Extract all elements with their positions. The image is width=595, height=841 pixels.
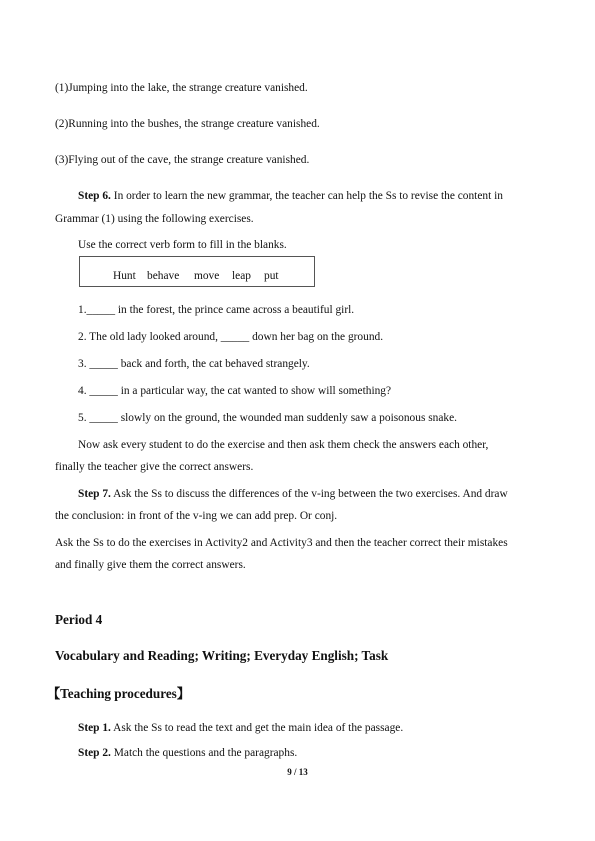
page-number: 9 / 13 (287, 767, 308, 777)
exercise-instruction: Use the correct verb form to fill in the blanks. (78, 239, 287, 251)
exercise-item-3: 3. _____ back and forth, the cat behaved strangely. (78, 358, 310, 370)
section-title: Vocabulary and Reading; Writing; Everyday English; Task (55, 648, 389, 663)
step2-label: Step 2. (78, 747, 111, 759)
exercise-item-5: 5. _____ slowly on the ground, the wounded man suddenly saw a poisonous snake. (78, 412, 458, 424)
word-box-item: leap (232, 270, 251, 282)
exercise-item-1: 1._____ in the forest, the prince came across a beautiful girl. (78, 304, 355, 316)
step7-line1 (78, 487, 508, 501)
step2-line (78, 746, 297, 760)
word-box-item: move (194, 270, 220, 282)
word-box-item: behave (147, 270, 180, 282)
example-sentence-3: (3)Flying out of the cave, the strange creature vanished. (55, 154, 310, 166)
step7-text1: Ask the Ss to discuss the differences of the v-ing between the two exercises. And draw (110, 488, 508, 500)
step6-label: Step 6. (78, 190, 111, 202)
step6-line1 (78, 189, 503, 203)
step1-label: Step 1. (78, 722, 111, 734)
step1-text: Ask the Ss to read the text and get the main idea of the passage. (110, 722, 404, 734)
example-sentence-2: (2)Running into the bushes, the strange creature vanished. (55, 118, 320, 130)
step7-line2: the conclusion: in front of the v-ing we can add prep. Or conj. (55, 510, 338, 522)
example-sentence-1: (1)Jumping into the lake, the strange creature vanished. (55, 82, 308, 94)
step7-label: Step 7. (78, 488, 111, 500)
after-exercises-line2: finally the teacher give the correct answers. (55, 461, 254, 473)
word-box-item: put (264, 270, 279, 282)
step1-line (78, 721, 403, 735)
step2-text: Match the questions and the paragraphs. (110, 747, 298, 759)
step6-text1: In order to learn the new grammar, the teacher can help the Ss to revise the content in (110, 190, 503, 202)
word-box-item: Hunt (113, 270, 136, 282)
activity-line1: Ask the Ss to do the exercises in Activity2 and Activity3 and then the teacher correct their mistakes (55, 537, 508, 549)
procedures-heading: 【Teaching procedures】 (47, 686, 191, 701)
after-exercises-line1: Now ask every student to do the exercise and then ask them check the answers each other, (78, 439, 489, 451)
step6-line2: Grammar (1) using the following exercises. (55, 213, 254, 225)
period-heading: Period 4 (55, 612, 103, 627)
activity-line2: and finally give them the correct answers. (55, 559, 246, 571)
exercise-item-4: 4. _____ in a particular way, the cat wanted to show will something? (78, 385, 392, 397)
exercise-item-2: 2. The old lady looked around, _____ down her bag on the ground. (78, 331, 384, 343)
